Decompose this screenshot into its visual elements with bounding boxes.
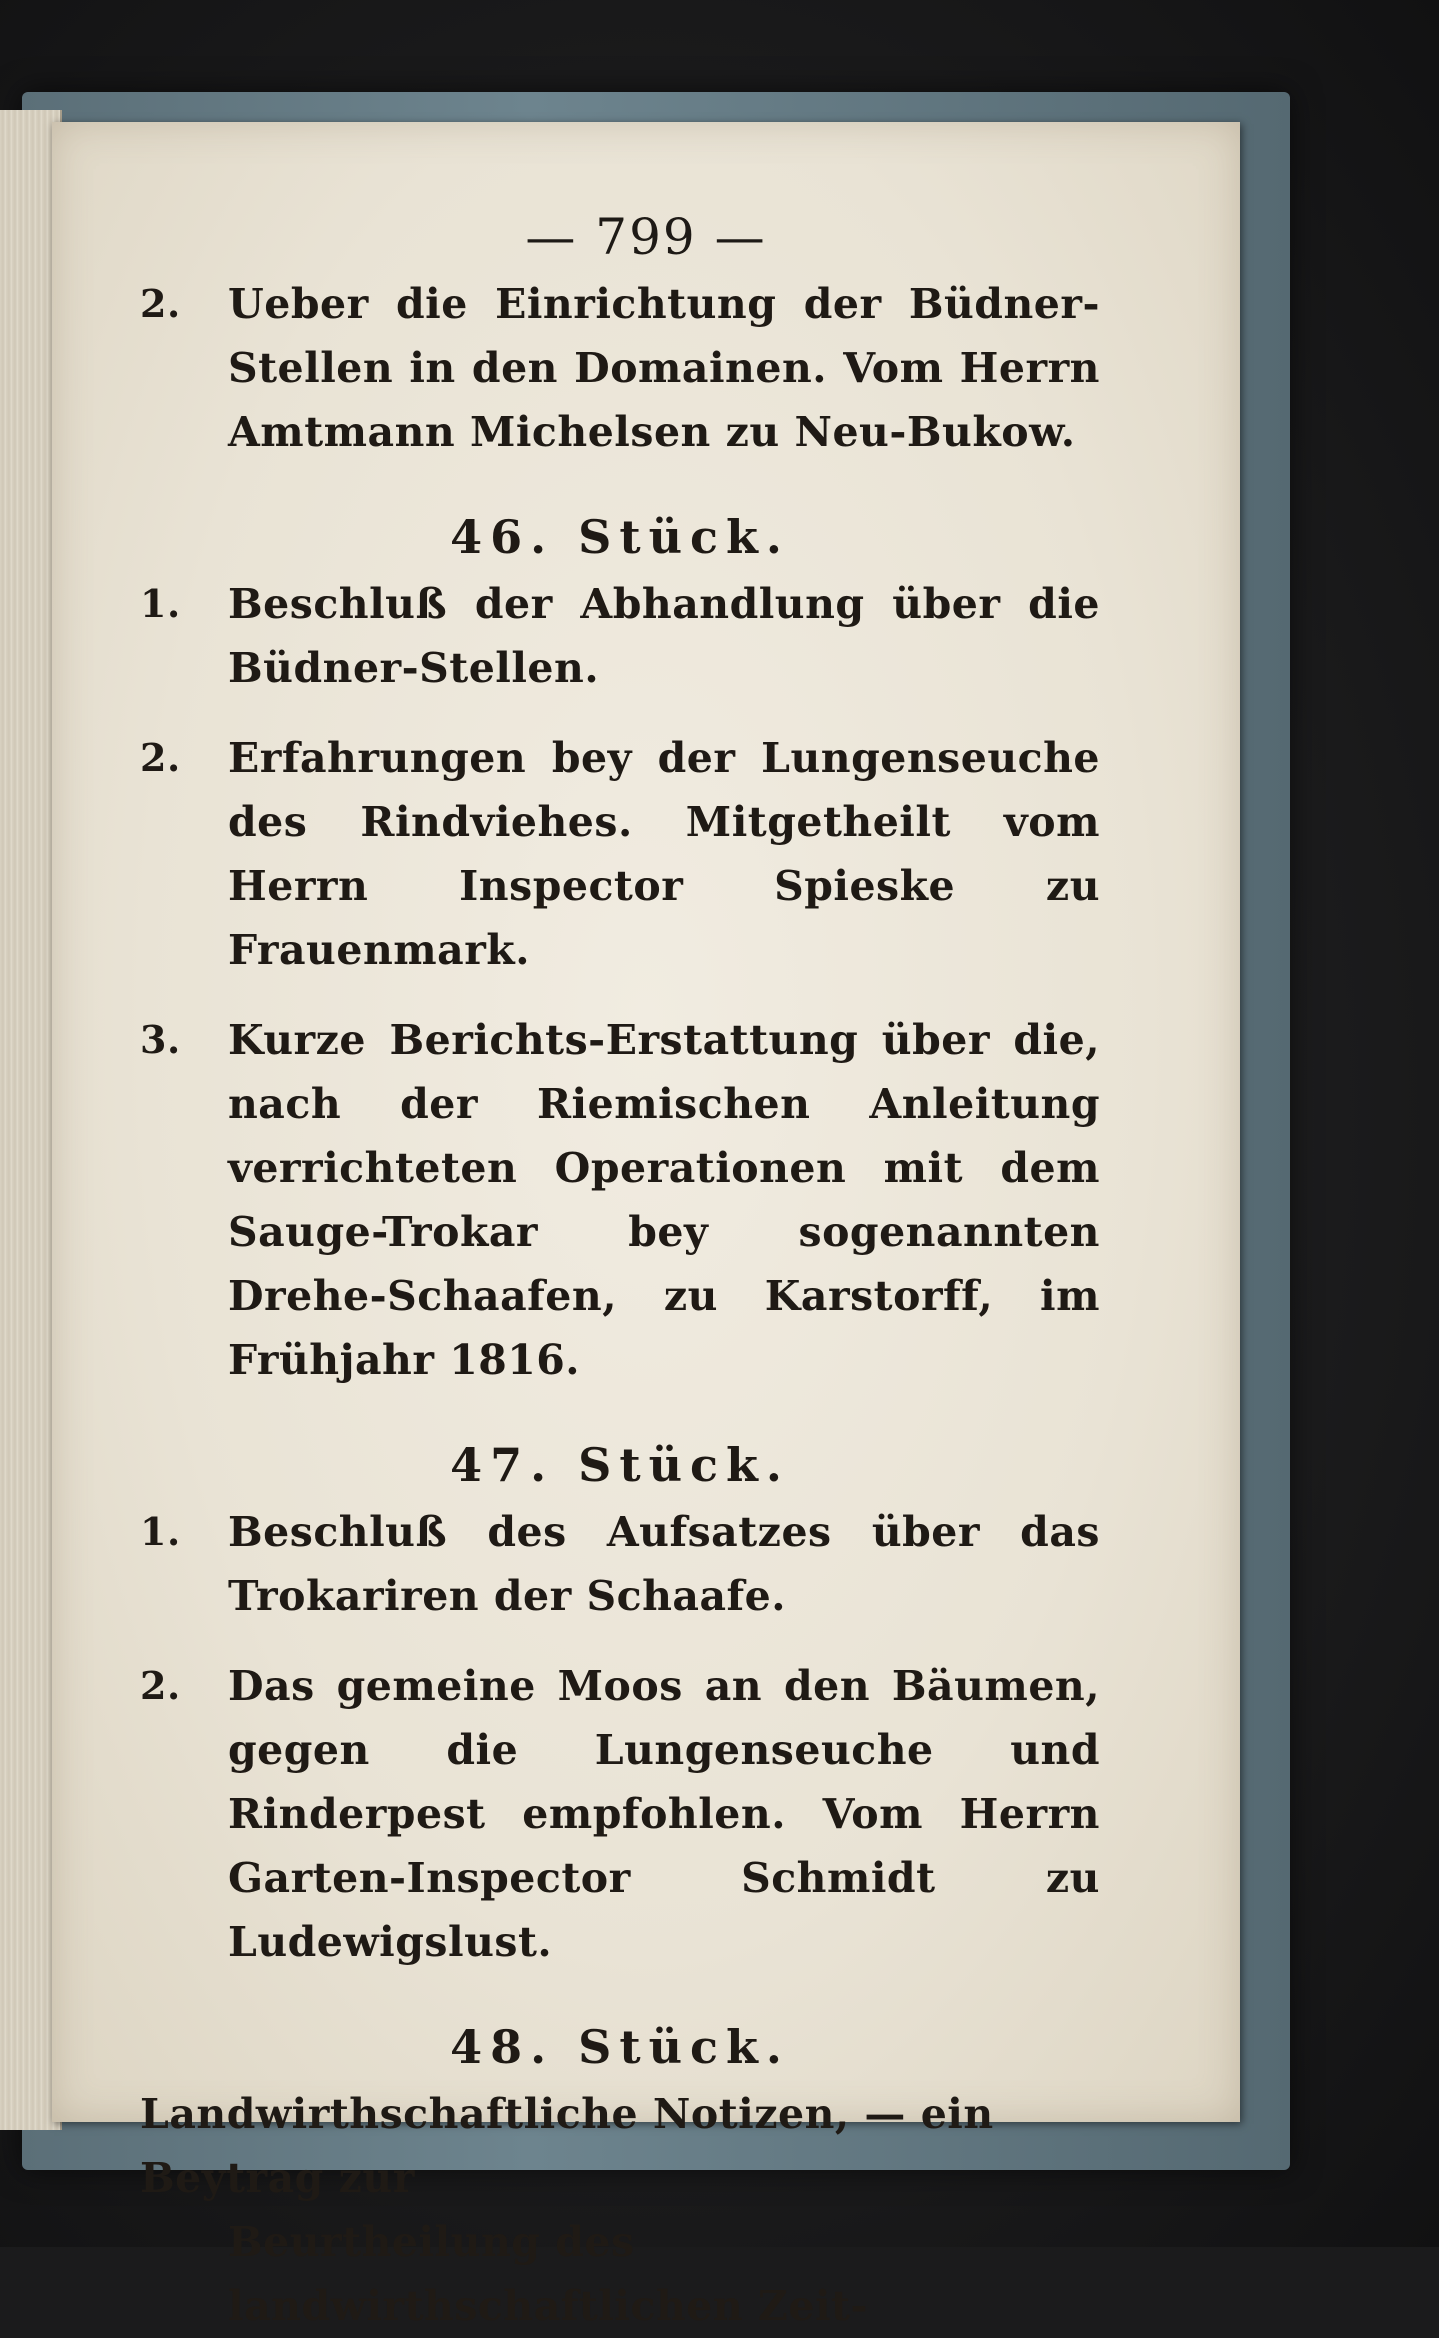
book-page — [52, 122, 1240, 2330]
item-number: 2. — [140, 281, 181, 326]
paragraph-line: Landwirthschaftliche Notizen, — ein Beytrag zur — [140, 2090, 994, 2202]
page-number: — 799 — — [525, 208, 767, 266]
section-heading-48: 48. Stück. — [450, 2020, 790, 2074]
list-item — [140, 1500, 1100, 1628]
list-item — [140, 726, 1100, 982]
item-number: 3. — [140, 1017, 181, 1062]
paragraph-line: Beurtheilung des landwirthschaftlichen Zeit- — [228, 2218, 868, 2330]
item-text: Beschluß des Aufsatzes über das Trokariren der Schaafe. — [228, 1508, 1100, 1620]
list-item — [140, 1008, 1100, 1392]
list-item — [140, 272, 1100, 464]
item-text: Kurze Berichts-Erstattung über die, nach der Riemischen Anleitung verrichteten Operationen mit dem Sauge-Trokar bey sogenannten Drehe-Schaafen, zu Karstorff, im Frühjahr 1816. — [228, 1016, 1100, 1384]
list-item — [140, 1654, 1100, 1974]
section-heading-46: 46. Stück. — [450, 510, 790, 564]
item-number: 1. — [140, 581, 181, 626]
item-number: 2. — [140, 1663, 181, 1708]
item-number: 1. — [140, 1509, 181, 1554]
item-text: Ueber die Einrichtung der Büdner-Stellen in den Domainen. Vom Herrn Amtmann Michelsen zu Neu-Bukow. — [228, 280, 1100, 456]
item-text: Das gemeine Moos an den Bäumen, gegen die Lungenseuche und Rinderpest empfohlen. Vom Herrn Garten-Inspector Schmidt zu Ludewigslust. — [228, 1662, 1100, 1966]
section-heading-47: 47. Stück. — [450, 1438, 790, 1492]
list-item — [140, 572, 1100, 700]
item-text: Erfahrungen bey der Lungenseuche des Rindviehes. Mitgetheilt vom Herrn Inspector Spieske zu Frauenmark. — [228, 734, 1100, 974]
item-number: 2. — [140, 735, 181, 780]
page-content — [140, 272, 1100, 2338]
item-text: Beschluß der Abhandlung über die Büdner-Stellen. — [228, 580, 1100, 692]
paragraph — [140, 2082, 1100, 2338]
